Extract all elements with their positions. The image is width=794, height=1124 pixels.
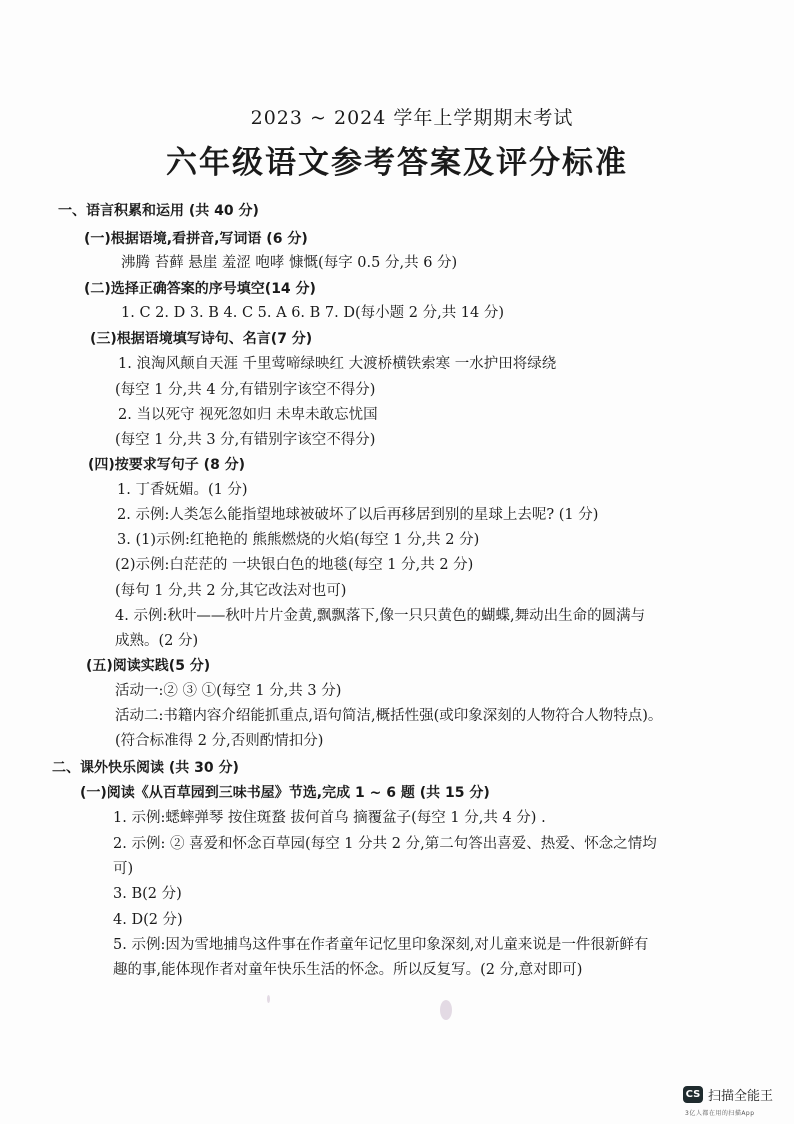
answer-line: 1. 示例:蟋蟀弹琴 按住斑蝥 拔何首乌 摘覆盆子(每空 1 分,共 4 分) . [113, 810, 546, 826]
section-heading-1: 一、语言积累和运用 (共 40 分) [58, 203, 259, 219]
answer-line: 4. D(2 分) [113, 912, 183, 928]
section-heading-2: 二、课外快乐阅读 (共 30 分) [52, 760, 239, 776]
answer-line: 1. 丁香妩媚。(1 分) [117, 482, 248, 498]
part-heading-1-1: (一)根据语境,看拼音,写词语 (6 分) [84, 231, 308, 247]
camscanner-logo-icon: CS [683, 1086, 703, 1103]
answer-line: 3. (1)示例:红艳艳的 熊熊燃烧的火焰(每空 1 分,共 2 分) [117, 532, 480, 548]
scoring-note: (每空 1 分,共 3 分,有错别字该空不得分) [115, 432, 376, 448]
watermark-tagline: 3亿人都在用的扫描App [685, 1110, 755, 1117]
part-heading-1-2: (二)选择正确答案的序号填空(14 分) [84, 281, 316, 297]
exam-title: 2023 ~ 2024 学年上学期期末考试 [250, 107, 574, 129]
scanner-watermark [683, 1084, 791, 1120]
part-heading-1-5: (五)阅读实践(5 分) [86, 658, 211, 674]
answer-line: 2. 示例:人类怎么能指望地球被破坏了以后再移居到别的星球上去呢? (1 分) [117, 507, 599, 523]
answer-line: 活动二:书籍内容介绍能抓重点,语句简洁,概括性强(或印象深刻的人物符合人物特点)。 [115, 708, 663, 724]
document-title: 六年级语文参考答案及评分标准 [166, 145, 628, 181]
answer-line: 5. 示例:因为雪地捕鸟这件事在作者童年记忆里印象深刻,对儿童来说是一件很新鲜有 [113, 937, 649, 953]
answer-line: 3. B(2 分) [113, 886, 182, 902]
part-heading-2-1: (一)阅读《从百草园到三味书屋》节选,完成 1 ~ 6 题 (共 15 分) [80, 785, 490, 801]
answer-line: 沸腾 苔藓 悬崖 羞涩 咆哮 慷慨(每字 0.5 分,共 6 分) [121, 255, 458, 271]
watermark-app-name: 扫描全能王 [708, 1089, 774, 1104]
part-heading-1-3: (三)根据语境填写诗句、名言(7 分) [90, 331, 313, 347]
answer-line: 2. 当以死守 视死忽如归 未卑未敢忘忧国 [118, 407, 378, 423]
answer-line: 活动一:② ③ ①(每空 1 分,共 3 分) [115, 683, 342, 699]
answer-line: 4. 示例:秋叶——秋叶片片金黄,飘飘落下,像一只只黄色的蝴蝶,舞动出生命的圆满与 [115, 608, 646, 624]
answer-line: 趣的事,能体现作者对童年快乐生活的怀念。所以反复写。(2 分,意对即可) [113, 962, 583, 978]
answer-line: 可) [113, 861, 134, 877]
part-heading-1-4: (四)按要求写句子 (8 分) [88, 457, 246, 473]
answer-line: 成熟。(2 分) [115, 633, 199, 649]
scoring-note: (每空 1 分,共 4 分,有错别字该空不得分) [115, 382, 376, 398]
answer-line: 1. 浪淘风颠自天涯 千里莺啼绿映红 大渡桥横铁索寒 一水护田将绿绕 [118, 356, 557, 372]
scoring-note: (每句 1 分,共 2 分,其它改法对也可) [115, 583, 347, 599]
answer-line: (2)示例:白茫茫的 一块银白色的地毯(每空 1 分,共 2 分) [115, 557, 474, 573]
scan-speck [267, 995, 270, 1003]
scoring-note: (符合标准得 2 分,否则酌情扣分) [115, 733, 324, 749]
answer-line: 1. C 2. D 3. B 4. C 5. A 6. B 7. D(每小题 2 分,共 14 分) [121, 305, 505, 321]
scan-speck [440, 1000, 452, 1020]
answer-line: 2. 示例: ② 喜爱和怀念百草园(每空 1 分共 2 分,第二句答出喜爱、热爱、怀念之情均 [113, 836, 657, 852]
